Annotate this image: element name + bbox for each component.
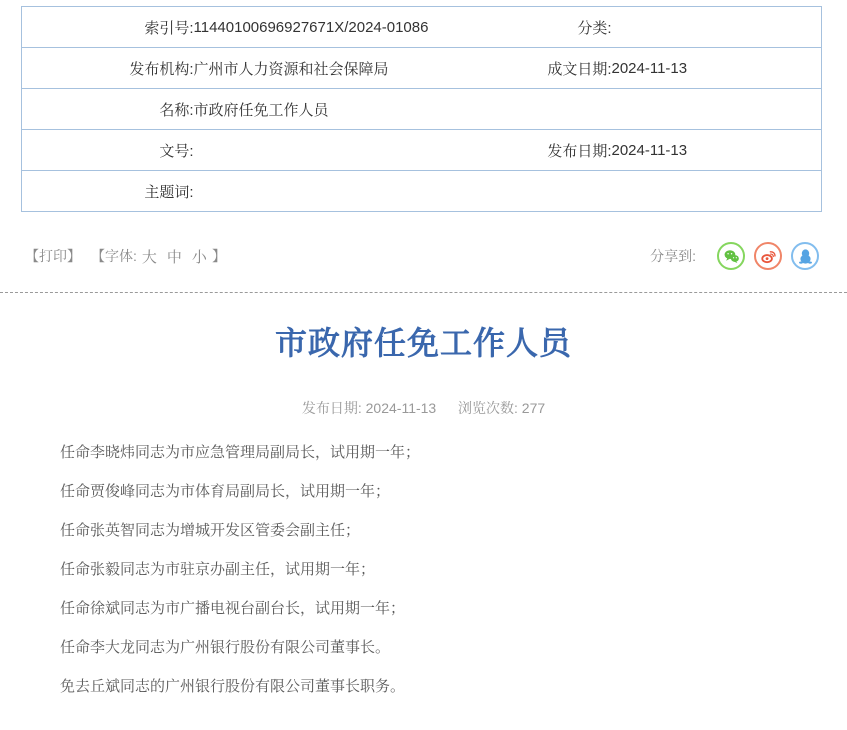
publish-date-value: 2024-11-13 xyxy=(612,130,822,171)
table-row xyxy=(22,48,822,89)
appointment-paragraph: 任命贾俊峰同志为市体育局副局长，试用期一年； xyxy=(60,483,391,500)
table-row xyxy=(22,7,822,48)
appointment-paragraph: 任命张英智同志为增城开发区管委会副主任； xyxy=(60,522,361,539)
publishing-agency-label: 发布机构: xyxy=(22,48,194,89)
wechat-share-button[interactable] xyxy=(717,242,745,270)
font-small-button[interactable]: 小 xyxy=(191,248,207,266)
publish-date-caption: 发布日期: xyxy=(301,400,362,416)
weibo-icon xyxy=(760,248,777,265)
appointment-paragraph: 任命李晓炜同志为市应急管理局副局长，试用期一年； xyxy=(60,444,421,461)
table-row xyxy=(22,171,822,212)
toolbar-left xyxy=(25,246,226,267)
meta-table xyxy=(21,6,822,212)
written-date-label: 成文日期: xyxy=(492,48,612,89)
table-row xyxy=(22,89,822,130)
appointment-paragraph: 任命张毅同志为市驻京办副主任，试用期一年； xyxy=(60,561,376,578)
publish-date-label: 发布日期: xyxy=(492,130,612,171)
appointment-paragraph: 任命李大龙同志为广州银行股份有限公司董事长。 xyxy=(60,639,391,656)
table-row xyxy=(22,130,822,171)
document-name-value: 市政府任免工作人员 xyxy=(194,89,822,130)
font-controls-suffix: 】 xyxy=(211,248,226,264)
subject-words-value xyxy=(194,171,822,212)
font-medium-button[interactable]: 中 xyxy=(166,248,182,266)
qq-icon xyxy=(797,248,814,265)
share-label: 分享到: xyxy=(650,248,696,264)
subject-words-label: 主题词: xyxy=(144,183,194,201)
category-label: 分类: xyxy=(492,7,612,48)
document-name-label: 名称: xyxy=(22,89,194,130)
share-section xyxy=(650,242,819,270)
toolbar xyxy=(25,242,819,270)
document-number-value xyxy=(194,130,492,171)
font-size-controls xyxy=(91,246,226,267)
publishing-agency-value: 广州市人力资源和社会保障局 xyxy=(194,48,492,89)
font-controls-prefix: 【字体: xyxy=(91,248,137,264)
written-date-value: 2024-11-13 xyxy=(612,48,822,89)
article-body xyxy=(0,418,847,695)
weibo-share-button[interactable] xyxy=(754,242,782,270)
wechat-icon xyxy=(723,248,740,265)
views-count: 277 xyxy=(521,400,546,416)
article-meta-line xyxy=(0,398,847,418)
document-number-label: 文号: xyxy=(22,130,194,171)
removal-paragraph: 免去丘斌同志的广州银行股份有限公司董事长职务。 xyxy=(60,678,406,695)
appointment-paragraph: 任命徐斌同志为市广播电视台副台长，试用期一年； xyxy=(60,600,406,617)
views-caption: 浏览次数: xyxy=(458,400,518,416)
index-number-label: 索引号: xyxy=(22,7,194,48)
qq-share-button[interactable] xyxy=(791,242,819,270)
document-meta-section xyxy=(0,0,847,212)
print-button[interactable]: 【打印】 xyxy=(25,248,81,264)
font-large-button[interactable]: 大 xyxy=(141,248,157,266)
page-title: 市政府任免工作人员 xyxy=(274,325,572,361)
category-value xyxy=(612,7,822,48)
index-number-value: 11440100696927671X/2024-01086 xyxy=(194,7,492,48)
section-divider xyxy=(0,292,847,293)
publish-date-text: 2024-11-13 xyxy=(365,400,437,416)
